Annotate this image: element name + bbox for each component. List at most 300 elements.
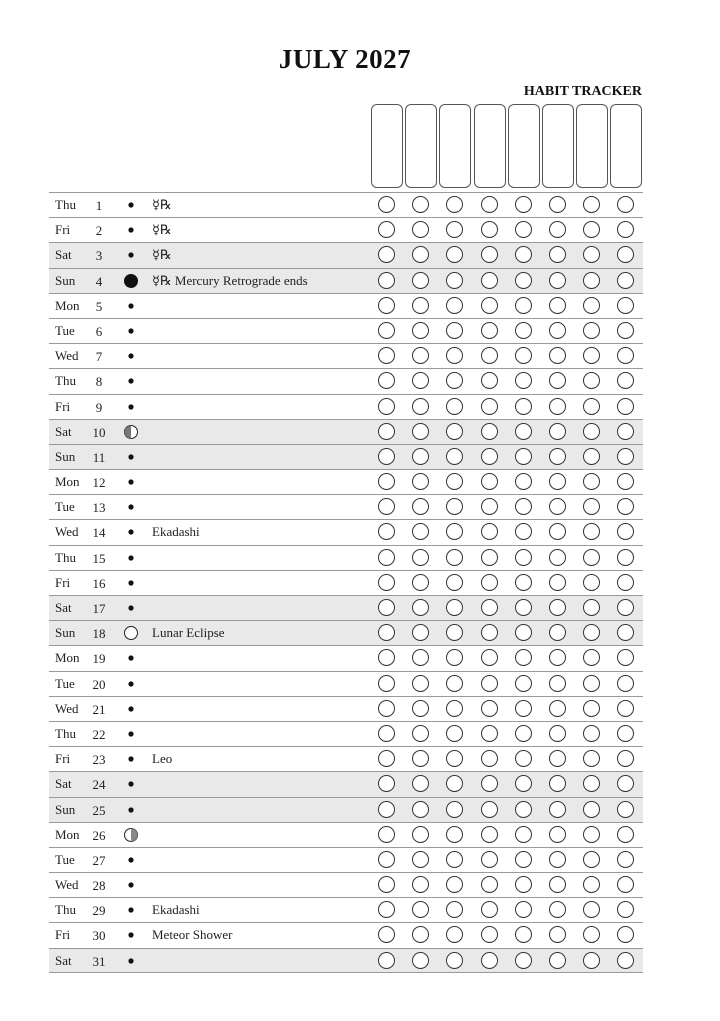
habit-checkbox[interactable] (617, 498, 634, 515)
habit-checkbox[interactable] (583, 725, 600, 742)
habit-checkbox[interactable] (412, 448, 429, 465)
weekday-label: Tue (55, 675, 75, 691)
habit-checkbox[interactable] (549, 523, 566, 540)
dot-icon (123, 449, 139, 465)
first-quarter-icon (123, 424, 139, 440)
table-row (49, 519, 643, 544)
habit-checkbox[interactable] (446, 246, 463, 263)
habit-checkbox[interactable] (446, 423, 463, 440)
habit-checkbox[interactable] (515, 775, 532, 792)
habit-checkbox[interactable] (515, 272, 532, 289)
habit-checkbox[interactable] (481, 498, 498, 515)
habit-checkbox[interactable] (481, 398, 498, 415)
habit-checkbox[interactable] (515, 952, 532, 969)
habit-checkbox[interactable] (446, 347, 463, 364)
habit-checkbox[interactable] (378, 649, 395, 666)
habit-checkbox[interactable] (549, 725, 566, 742)
habit-checkbox[interactable] (481, 952, 498, 969)
habit-checkbox[interactable] (446, 876, 463, 893)
habit-checkbox[interactable] (583, 246, 600, 263)
habit-checkbox[interactable] (378, 473, 395, 490)
habit-checkbox[interactable] (378, 901, 395, 918)
habit-checkbox[interactable] (412, 624, 429, 641)
habit-checkbox[interactable] (446, 196, 463, 213)
table-row (49, 620, 643, 645)
habit-checkbox[interactable] (481, 901, 498, 918)
habit-checkbox[interactable] (617, 473, 634, 490)
habit-checkbox[interactable] (378, 599, 395, 616)
habit-checkbox[interactable] (515, 498, 532, 515)
habit-checkbox[interactable] (378, 801, 395, 818)
habit-checkbox[interactable] (583, 876, 600, 893)
habit-checkbox[interactable] (549, 750, 566, 767)
habit-checkbox[interactable] (412, 700, 429, 717)
habit-column-header[interactable] (610, 104, 642, 188)
day-number: 25 (92, 802, 106, 818)
habit-checkbox[interactable] (412, 901, 429, 918)
habit-checkbox[interactable] (378, 725, 395, 742)
habit-checkbox[interactable] (515, 826, 532, 843)
habit-checkbox[interactable] (515, 398, 532, 415)
habit-checkbox[interactable] (378, 448, 395, 465)
habit-checkbox[interactable] (549, 398, 566, 415)
habit-checkbox[interactable] (481, 750, 498, 767)
habit-checkbox[interactable] (481, 246, 498, 263)
weekday-label: Sat (55, 952, 72, 968)
habit-checkbox[interactable] (481, 599, 498, 616)
habit-checkbox[interactable] (549, 901, 566, 918)
habit-checkbox[interactable] (549, 801, 566, 818)
habit-checkbox[interactable] (617, 851, 634, 868)
habit-checkbox[interactable] (549, 423, 566, 440)
habit-checkbox[interactable] (481, 801, 498, 818)
habit-checkbox[interactable] (412, 801, 429, 818)
habit-checkbox[interactable] (549, 272, 566, 289)
habit-checkbox[interactable] (446, 599, 463, 616)
habit-checkbox[interactable] (549, 574, 566, 591)
habit-checkbox[interactable] (583, 473, 600, 490)
habit-checkbox[interactable] (378, 876, 395, 893)
habit-checkbox[interactable] (515, 750, 532, 767)
habit-checkbox[interactable] (446, 473, 463, 490)
habit-checkbox[interactable] (378, 574, 395, 591)
table-row (49, 217, 643, 242)
habit-checkbox[interactable] (617, 523, 634, 540)
habit-column-header[interactable] (439, 104, 471, 188)
habit-checkbox[interactable] (583, 775, 600, 792)
habit-checkbox[interactable] (617, 322, 634, 339)
habit-checkbox[interactable] (481, 826, 498, 843)
habit-checkbox[interactable] (617, 775, 634, 792)
habit-checkbox[interactable] (583, 750, 600, 767)
dot-icon (123, 474, 139, 490)
habit-checkbox[interactable] (583, 851, 600, 868)
habit-checkbox[interactable] (515, 372, 532, 389)
habit-checkbox[interactable] (446, 549, 463, 566)
habit-checkbox[interactable] (515, 423, 532, 440)
weekday-label: Mon (55, 474, 80, 490)
habit-checkbox[interactable] (481, 574, 498, 591)
habit-checkbox[interactable] (446, 952, 463, 969)
table-row (49, 897, 643, 922)
habit-checkbox[interactable] (378, 700, 395, 717)
habit-checkbox[interactable] (515, 523, 532, 540)
habit-checkbox[interactable] (378, 826, 395, 843)
habit-checkbox[interactable] (549, 876, 566, 893)
table-row (49, 343, 643, 368)
dot-icon (123, 852, 139, 868)
habit-checkbox[interactable] (549, 700, 566, 717)
habit-checkbox[interactable] (378, 221, 395, 238)
habit-checkbox[interactable] (446, 297, 463, 314)
habit-checkbox[interactable] (515, 549, 532, 566)
habit-checkbox[interactable] (583, 624, 600, 641)
dot-icon (123, 222, 139, 238)
table-row (49, 242, 643, 267)
habit-checkbox[interactable] (481, 297, 498, 314)
table-row (49, 545, 643, 570)
habit-checkbox[interactable] (583, 901, 600, 918)
habit-checkbox[interactable] (378, 549, 395, 566)
habit-checkbox[interactable] (412, 926, 429, 943)
habit-checkbox[interactable] (446, 926, 463, 943)
habit-checkbox[interactable] (549, 473, 566, 490)
habit-checkbox[interactable] (583, 372, 600, 389)
habit-column-header[interactable] (542, 104, 574, 188)
habit-checkbox[interactable] (549, 926, 566, 943)
habit-checkbox[interactable] (481, 700, 498, 717)
habit-checkbox[interactable] (481, 196, 498, 213)
habit-checkbox[interactable] (583, 801, 600, 818)
habit-checkbox[interactable] (412, 423, 429, 440)
habit-checkbox[interactable] (378, 372, 395, 389)
habit-checkbox[interactable] (583, 926, 600, 943)
habit-checkbox[interactable] (515, 599, 532, 616)
day-number: 23 (92, 752, 106, 768)
habit-checkbox[interactable] (617, 347, 634, 364)
habit-checkbox[interactable] (378, 675, 395, 692)
habit-checkbox[interactable] (549, 297, 566, 314)
habit-checkbox[interactable] (549, 649, 566, 666)
habit-checkbox[interactable] (583, 498, 600, 515)
habit-checkbox[interactable] (515, 347, 532, 364)
habit-checkbox[interactable] (412, 322, 429, 339)
dot-icon (123, 323, 139, 339)
habit-checkbox[interactable] (378, 851, 395, 868)
habit-checkbox[interactable] (515, 624, 532, 641)
dot-icon (123, 877, 139, 893)
habit-checkbox[interactable] (481, 347, 498, 364)
habit-checkbox[interactable] (617, 448, 634, 465)
habit-checkbox[interactable] (549, 196, 566, 213)
habit-checkbox[interactable] (583, 649, 600, 666)
habit-checkbox[interactable] (481, 448, 498, 465)
habit-checkbox[interactable] (617, 221, 634, 238)
habit-checkbox[interactable] (412, 498, 429, 515)
habit-checkbox[interactable] (583, 272, 600, 289)
habit-checkbox[interactable] (515, 448, 532, 465)
habit-checkbox[interactable] (583, 322, 600, 339)
day-note: Leo (152, 751, 173, 767)
habit-column-header[interactable] (508, 104, 540, 188)
habit-checkbox[interactable] (549, 246, 566, 263)
habit-checkbox[interactable] (515, 246, 532, 263)
habit-checkbox[interactable] (583, 700, 600, 717)
habit-checkbox[interactable] (583, 347, 600, 364)
habit-checkbox[interactable] (446, 372, 463, 389)
habit-checkbox[interactable] (549, 347, 566, 364)
habit-checkbox[interactable] (515, 700, 532, 717)
habit-checkbox[interactable] (583, 675, 600, 692)
habit-checkbox[interactable] (378, 196, 395, 213)
habit-checkbox[interactable] (378, 322, 395, 339)
table-row (49, 595, 643, 620)
habit-checkbox[interactable] (412, 347, 429, 364)
habit-checkbox[interactable] (378, 246, 395, 263)
habit-checkbox[interactable] (515, 851, 532, 868)
habit-checkbox[interactable] (617, 599, 634, 616)
dot-icon (123, 650, 139, 666)
day-number: 30 (92, 928, 106, 944)
habit-checkbox[interactable] (583, 398, 600, 415)
habit-checkbox[interactable] (378, 775, 395, 792)
habit-checkbox[interactable] (481, 649, 498, 666)
habit-checkbox[interactable] (412, 775, 429, 792)
habit-checkbox[interactable] (515, 675, 532, 692)
habit-checkbox[interactable] (617, 624, 634, 641)
habit-checkbox[interactable] (481, 876, 498, 893)
habit-checkbox[interactable] (446, 221, 463, 238)
habit-checkbox[interactable] (617, 801, 634, 818)
habit-column-header[interactable] (474, 104, 506, 188)
habit-checkbox[interactable] (412, 398, 429, 415)
habit-checkbox[interactable] (515, 221, 532, 238)
habit-checkbox[interactable] (617, 196, 634, 213)
habit-checkbox[interactable] (617, 675, 634, 692)
habit-checkbox[interactable] (446, 826, 463, 843)
habit-checkbox[interactable] (481, 775, 498, 792)
habit-column-header[interactable] (371, 104, 403, 188)
day-number: 11 (92, 449, 106, 465)
habit-checkbox[interactable] (446, 649, 463, 666)
habit-checkbox[interactable] (583, 196, 600, 213)
habit-checkbox[interactable] (549, 498, 566, 515)
habit-checkbox[interactable] (549, 448, 566, 465)
habit-checkbox[interactable] (549, 775, 566, 792)
habit-checkbox[interactable] (446, 801, 463, 818)
habit-checkbox[interactable] (412, 272, 429, 289)
habit-checkbox[interactable] (583, 599, 600, 616)
habit-checkbox[interactable] (549, 675, 566, 692)
habit-checkbox[interactable] (549, 851, 566, 868)
habit-checkbox[interactable] (446, 725, 463, 742)
habit-checkbox[interactable] (412, 952, 429, 969)
habit-checkbox[interactable] (617, 398, 634, 415)
habit-checkbox[interactable] (446, 398, 463, 415)
day-number: 5 (95, 298, 103, 314)
habit-checkbox[interactable] (549, 322, 566, 339)
habit-checkbox[interactable] (549, 372, 566, 389)
habit-checkbox[interactable] (617, 549, 634, 566)
habit-checkbox[interactable] (617, 297, 634, 314)
habit-checkbox[interactable] (446, 775, 463, 792)
dot-icon (123, 701, 139, 717)
day-number: 28 (92, 878, 106, 894)
weekday-label: Thu (55, 549, 76, 565)
habit-checkbox[interactable] (549, 826, 566, 843)
table-row (49, 721, 643, 746)
habit-column-header[interactable] (405, 104, 437, 188)
habit-checkbox[interactable] (481, 549, 498, 566)
habit-checkbox[interactable] (446, 700, 463, 717)
habit-checkbox[interactable] (583, 952, 600, 969)
habit-checkbox[interactable] (378, 750, 395, 767)
habit-checkbox[interactable] (515, 801, 532, 818)
habit-checkbox[interactable] (446, 675, 463, 692)
habit-checkbox[interactable] (549, 599, 566, 616)
day-number: 3 (95, 248, 103, 264)
habit-checkbox[interactable] (617, 574, 634, 591)
habit-checkbox[interactable] (583, 423, 600, 440)
habit-checkbox[interactable] (481, 372, 498, 389)
habit-checkbox[interactable] (412, 297, 429, 314)
habit-checkbox[interactable] (446, 901, 463, 918)
habit-checkbox[interactable] (583, 826, 600, 843)
habit-checkbox[interactable] (549, 221, 566, 238)
habit-checkbox[interactable] (412, 826, 429, 843)
habit-checkbox[interactable] (515, 473, 532, 490)
day-note: ☿℞ (152, 247, 172, 263)
habit-checkbox[interactable] (481, 523, 498, 540)
habit-checkbox[interactable] (378, 926, 395, 943)
habit-checkbox[interactable] (481, 851, 498, 868)
habit-checkbox[interactable] (481, 322, 498, 339)
habit-checkbox[interactable] (412, 675, 429, 692)
habit-checkbox[interactable] (378, 952, 395, 969)
habit-checkbox[interactable] (412, 876, 429, 893)
habit-checkbox[interactable] (378, 624, 395, 641)
habit-checkbox[interactable] (412, 523, 429, 540)
habit-checkbox[interactable] (515, 574, 532, 591)
habit-checkbox[interactable] (446, 498, 463, 515)
habit-checkbox[interactable] (583, 574, 600, 591)
habit-checkbox[interactable] (446, 750, 463, 767)
habit-checkbox[interactable] (583, 221, 600, 238)
habit-checkbox[interactable] (617, 826, 634, 843)
habit-checkbox[interactable] (481, 272, 498, 289)
habit-checkbox[interactable] (617, 372, 634, 389)
habit-checkbox[interactable] (549, 952, 566, 969)
dot-icon (123, 550, 139, 566)
habit-checkbox[interactable] (515, 876, 532, 893)
day-number: 22 (92, 726, 106, 742)
habit-checkbox[interactable] (617, 700, 634, 717)
habit-checkbox[interactable] (412, 473, 429, 490)
habit-checkbox[interactable] (446, 624, 463, 641)
habit-checkbox[interactable] (378, 297, 395, 314)
habit-checkbox[interactable] (412, 725, 429, 742)
habit-checkbox[interactable] (378, 347, 395, 364)
day-number: 7 (95, 349, 103, 365)
habit-checkbox[interactable] (583, 523, 600, 540)
habit-checkbox[interactable] (617, 649, 634, 666)
habit-checkbox[interactable] (446, 322, 463, 339)
habit-checkbox[interactable] (617, 272, 634, 289)
habit-checkbox[interactable] (412, 196, 429, 213)
habit-checkbox[interactable] (481, 423, 498, 440)
habit-checkbox[interactable] (378, 272, 395, 289)
habit-checkbox[interactable] (378, 423, 395, 440)
habit-checkbox[interactable] (412, 221, 429, 238)
habit-checkbox[interactable] (446, 851, 463, 868)
habit-checkbox[interactable] (412, 246, 429, 263)
habit-checkbox[interactable] (515, 322, 532, 339)
habit-checkbox[interactable] (378, 498, 395, 515)
habit-checkbox[interactable] (617, 952, 634, 969)
weekday-label: Fri (55, 751, 71, 767)
habit-checkbox[interactable] (481, 725, 498, 742)
habit-checkbox[interactable] (481, 473, 498, 490)
habit-checkbox[interactable] (617, 725, 634, 742)
table-row (49, 268, 643, 293)
full-moon-icon (123, 625, 139, 641)
habit-checkbox[interactable] (515, 649, 532, 666)
habit-checkbox[interactable] (515, 725, 532, 742)
dot-icon (123, 575, 139, 591)
habit-checkbox[interactable] (549, 624, 566, 641)
habit-checkbox[interactable] (481, 675, 498, 692)
habit-checkbox[interactable] (412, 549, 429, 566)
habit-checkbox[interactable] (446, 448, 463, 465)
day-number: 1 (95, 198, 103, 213)
habit-checkbox[interactable] (583, 448, 600, 465)
habit-checkbox[interactable] (617, 750, 634, 767)
habit-checkbox[interactable] (412, 649, 429, 666)
habit-checkbox[interactable] (481, 624, 498, 641)
habit-checkbox[interactable] (515, 926, 532, 943)
dot-icon (123, 600, 139, 616)
habit-checkbox[interactable] (481, 926, 498, 943)
habit-checkbox[interactable] (412, 599, 429, 616)
day-note: Ekadashi (152, 902, 200, 918)
habit-checkbox[interactable] (617, 246, 634, 263)
habit-checkbox[interactable] (378, 523, 395, 540)
habit-checkbox[interactable] (549, 549, 566, 566)
habit-checkbox[interactable] (583, 297, 600, 314)
weekday-label: Thu (55, 197, 76, 212)
habit-checkbox[interactable] (412, 851, 429, 868)
weekday-label: Wed (55, 700, 79, 716)
habit-checkbox[interactable] (412, 750, 429, 767)
habit-checkbox[interactable] (617, 926, 634, 943)
habit-checkbox[interactable] (515, 297, 532, 314)
habit-checkbox[interactable] (515, 196, 532, 213)
habit-checkbox[interactable] (378, 398, 395, 415)
habit-checkbox[interactable] (412, 574, 429, 591)
habit-checkbox[interactable] (515, 901, 532, 918)
habit-column-header[interactable] (576, 104, 608, 188)
habit-checkbox[interactable] (446, 574, 463, 591)
habit-checkbox[interactable] (481, 221, 498, 238)
habit-checkbox[interactable] (617, 423, 634, 440)
habit-checkbox[interactable] (446, 272, 463, 289)
habit-checkbox[interactable] (617, 901, 634, 918)
habit-checkbox[interactable] (446, 523, 463, 540)
habit-checkbox[interactable] (617, 876, 634, 893)
habit-checkbox[interactable] (412, 372, 429, 389)
table-row (49, 394, 643, 419)
habit-checkbox[interactable] (583, 549, 600, 566)
